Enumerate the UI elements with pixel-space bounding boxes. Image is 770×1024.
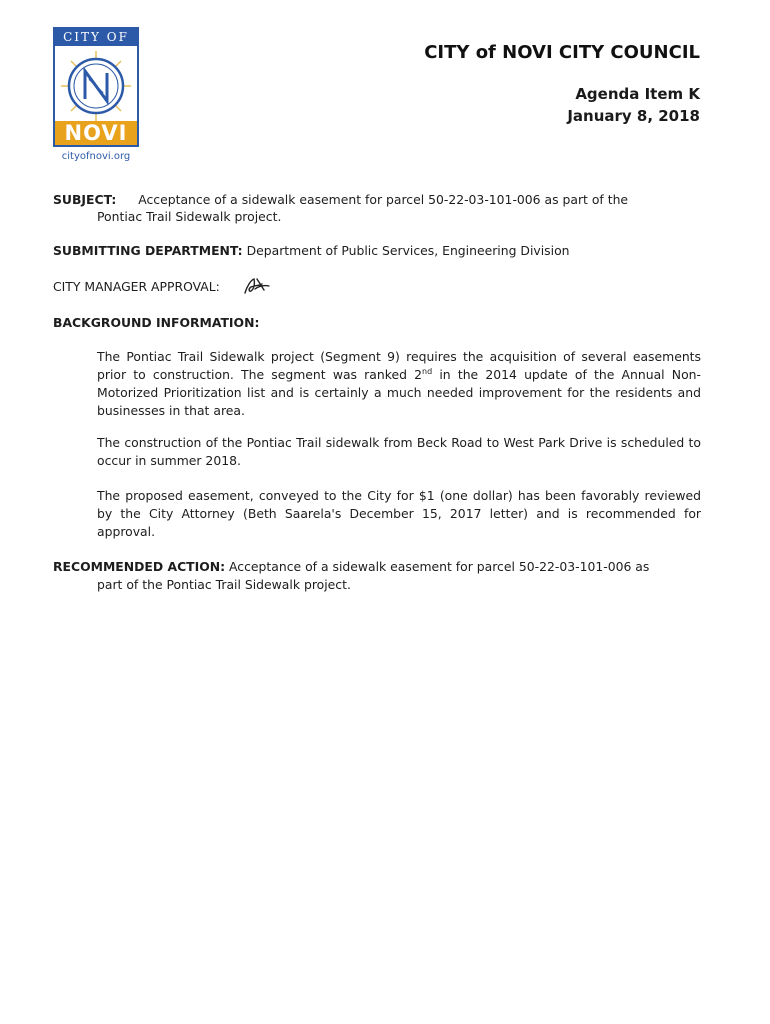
- city-logo: [53, 27, 139, 162]
- logo-url: cityofnovi.org: [61, 151, 131, 162]
- submitting-department: [53, 242, 701, 260]
- agenda-item: Agenda Item K: [575, 85, 700, 103]
- logo-city-text: CITY OF: [55, 29, 137, 46]
- recommended-text-1: Acceptance of a sidewalk easement for parcel 50-22-03-101-006 as: [229, 559, 650, 574]
- background-paragraph-2: The construction of the Pontiac Trail sidewalk from Beck Road to West Park Drive is scheduled to occur in summer 2018.: [97, 435, 701, 468]
- subject-label: SUBJECT:: [53, 192, 117, 207]
- p1-text-b: in the 2014 update of the Annual Non-Motorized Prioritization list and is certainly a much needed improvement for the residents and businesses in that area.: [97, 367, 701, 418]
- subject-text-1: Acceptance of a sidewalk easement for parcel 50-22-03-101-006 as part of the: [138, 192, 629, 207]
- logo-novi-text: NOVI: [55, 121, 137, 145]
- submitting-value: Department of Public Services, Engineering Division: [246, 243, 570, 258]
- recommended-action: [53, 558, 701, 576]
- manager-signature: [242, 276, 272, 296]
- submitting-label: SUBMITTING DEPARTMENT:: [53, 243, 243, 258]
- logo-emblem-icon: [59, 49, 133, 123]
- background-paragraph-3: The proposed easement, conveyed to the City for $1 (one dollar) has been favorably reviewed by the City Attorney (Beth Saarela's December 15, 2017 letter) and is recommended for approval.: [97, 488, 701, 539]
- background-paragraph-1: [97, 348, 701, 420]
- agenda-block: [567, 83, 700, 127]
- recommended-line-2: part of the Pontiac Trail Sidewalk project.: [97, 577, 351, 592]
- approval-label: CITY MANAGER APPROVAL:: [53, 279, 220, 294]
- logo-seal: [53, 27, 139, 147]
- agenda-date: January 8, 2018: [567, 107, 700, 125]
- p1-superscript: nd: [422, 366, 433, 376]
- recommended-label: RECOMMENDED ACTION:: [53, 559, 226, 574]
- subject-line: [53, 191, 701, 209]
- p1-text-a: The Pontiac Trail Sidewalk project (Segment 9) requires the acquisition of several easements prior to construction. The segment was ranked 2: [97, 349, 701, 382]
- background-label: BACKGROUND INFORMATION:: [53, 315, 260, 330]
- subject-line-2: Pontiac Trail Sidewalk project.: [97, 209, 282, 224]
- page-title: CITY of NOVI CITY COUNCIL: [424, 42, 700, 63]
